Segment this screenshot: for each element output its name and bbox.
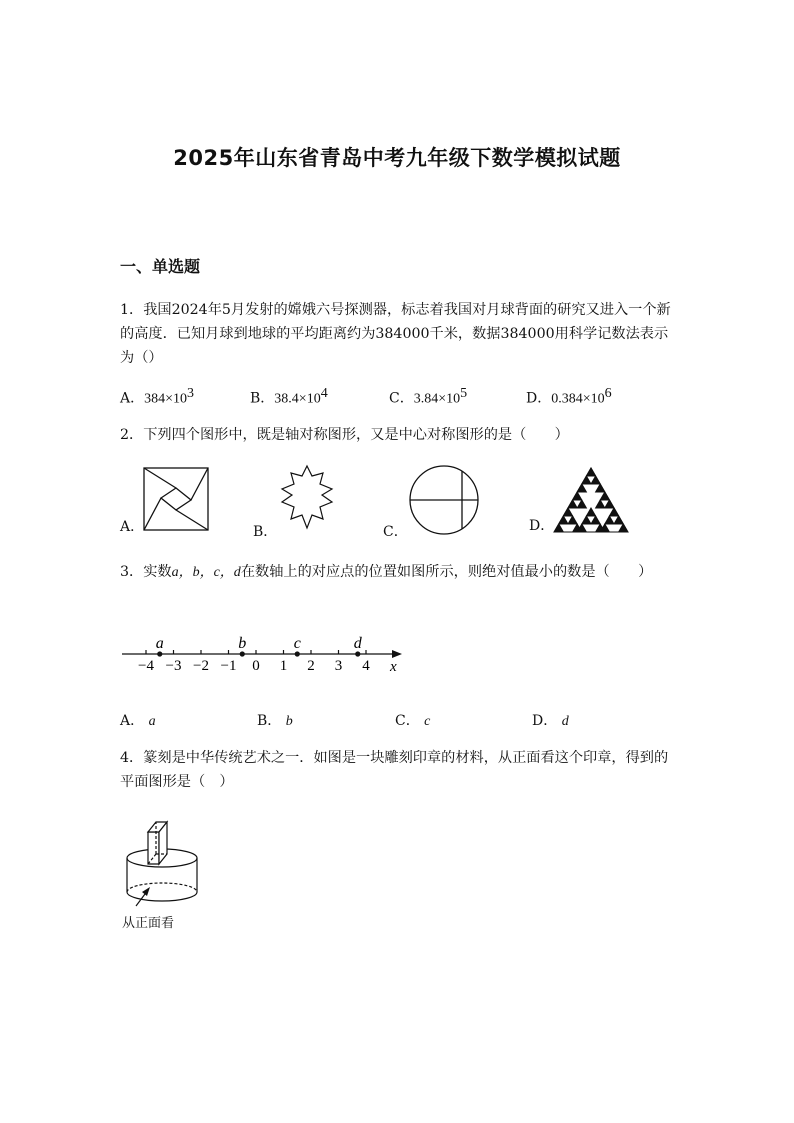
q2-option-a-label[interactable]: A． xyxy=(120,519,145,535)
q3-option-b-label: B． xyxy=(257,713,282,729)
q1-option-d-base: 0.384×10 xyxy=(551,391,605,407)
q3-option-b[interactable] xyxy=(257,710,293,730)
question-4-text: 4．篆刻是中华传统艺术之一．如图是一块雕刻印章的材料，从正面看这个印章，得到的平面图形是（ ） xyxy=(120,750,669,790)
question-2-text: 2．下列四个图形中，既是轴对称图形，又是中心对称图形的是（ ） xyxy=(120,427,569,443)
axis-tick-label: 3 xyxy=(334,658,343,674)
pinwheel-square-figure xyxy=(140,466,212,532)
point-a xyxy=(157,651,162,656)
q3-option-c[interactable] xyxy=(395,710,430,730)
axis-tick-label: 1 xyxy=(279,658,288,674)
q1-option-a-base: 384×10 xyxy=(144,391,188,407)
axis-tick-label: −4 xyxy=(138,658,154,674)
koch-snowflake-figure xyxy=(272,462,342,534)
axis-tick-label: 4 xyxy=(362,658,370,674)
point-b xyxy=(240,651,245,656)
q3-option-b-value: b xyxy=(285,714,293,729)
axis-tick-label: 0 xyxy=(252,658,260,674)
sierpinski-triangle-figure xyxy=(552,466,630,534)
q3-option-c-label: C． xyxy=(395,713,420,729)
q1-option-c-exp: 5 xyxy=(460,386,468,401)
q3-option-d[interactable] xyxy=(532,710,569,730)
q3-text-before: 3．实数 xyxy=(120,564,172,580)
q1-option-c-base: 3.84×10 xyxy=(413,391,461,407)
axis-tick-label: 2 xyxy=(307,658,315,674)
q2-option-c-label[interactable]: C． xyxy=(383,524,408,540)
q1-option-b-label: B． xyxy=(250,390,275,407)
q1-option-a-exp: 3 xyxy=(187,386,195,401)
q1-option-d-label: D． xyxy=(526,390,552,407)
page-title: 2025年山东省青岛中考九年级下数学模拟试题 xyxy=(173,146,621,170)
point-c xyxy=(295,651,300,656)
q1-option-c-label: C． xyxy=(389,390,414,407)
axis-variable-label: x xyxy=(390,659,397,675)
q1-option-b-exp: 4 xyxy=(320,386,328,401)
number-line-figure xyxy=(118,630,418,678)
q3-option-a[interactable] xyxy=(120,710,156,730)
number-line-arrow xyxy=(392,650,402,658)
q1-option-d[interactable] xyxy=(526,386,612,408)
axis-tick-label: −1 xyxy=(220,658,237,674)
q1-option-a-label: A． xyxy=(120,390,145,407)
question-3-text xyxy=(120,560,680,585)
q3-option-c-value: c xyxy=(424,714,431,729)
seal-material-figure xyxy=(118,812,208,918)
point-label-d: d xyxy=(353,635,362,652)
section-heading: 一、单选题 xyxy=(120,257,201,276)
q2-option-b-label[interactable]: B． xyxy=(253,524,278,540)
circle-with-chords-figure xyxy=(406,464,482,536)
q1-option-a[interactable] xyxy=(120,386,194,408)
q3-text-after: 在数轴上的对应点的位置如图所示，则绝对值最小的数是（ ） xyxy=(240,564,653,580)
q2-option-d-label[interactable]: D． xyxy=(529,518,555,534)
q1-option-b-base: 38.4×10 xyxy=(274,391,321,407)
axis-tick-label: −2 xyxy=(193,658,209,674)
q3-option-a-label: A． xyxy=(120,713,145,729)
q3-option-a-value: a xyxy=(148,714,156,729)
point-label-a: a xyxy=(155,635,164,652)
point-d xyxy=(355,651,360,656)
q1-option-b[interactable] xyxy=(250,386,328,408)
q1-option-c[interactable] xyxy=(389,386,467,408)
figure-caption-front-view: 从正面看 xyxy=(122,916,175,931)
question-1-text: 1．我国2024年5月发射的嫦娥六号探测器，标志着我国对月球背面的研究又进入一个新的高度．已知月球到地球的平均距离约为384000千米，数据384000用科学记数法表示为（） xyxy=(120,302,671,366)
point-label-b: b xyxy=(238,635,247,652)
q3-option-d-value: d xyxy=(561,714,569,729)
axis-tick-label: −3 xyxy=(165,658,182,674)
q3-option-d-label: D． xyxy=(532,713,558,729)
point-label-c: c xyxy=(293,635,301,652)
q3-variables: a，b，c，d xyxy=(171,565,241,580)
q1-option-d-exp: 6 xyxy=(604,386,612,401)
